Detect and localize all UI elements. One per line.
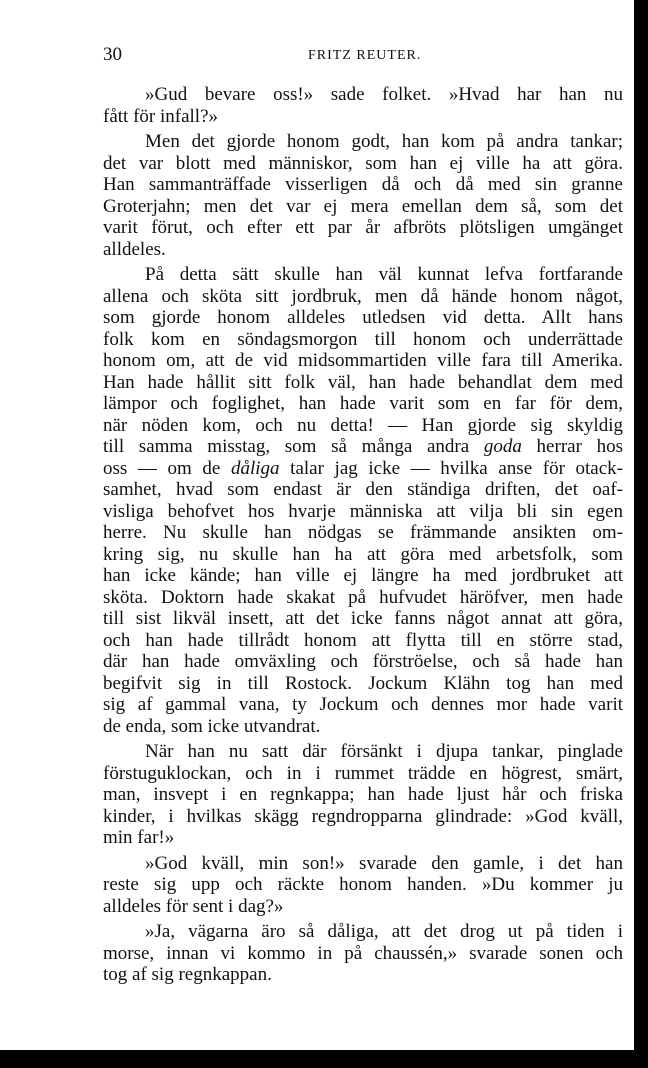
text-line: När han nu satt där försänkt i djupa tankar, pinglade (145, 741, 623, 762)
text-line: när nöden kom, och nu detta! — Han gjorde sig skyldig (103, 414, 623, 436)
body-text (103, 84, 623, 990)
text-line: morse, innan vi kommo in på chaussén,» svarade sonen och (103, 942, 623, 964)
text-line: han icke kände; han ville ej längre ha med jordbruket att (103, 565, 623, 586)
text-line: fått för infall?» (103, 105, 219, 127)
text-line: samhet, hvad som endast är den ständiga driften, det oaf- (103, 479, 623, 500)
italic-word: dåliga (230, 457, 280, 479)
text-line: sköta. Doktorn hade skakat på hufvudet häröfver, men hade (103, 586, 623, 608)
text-line: kinder, i hvilkas skägg regndropparna glindrade: »God kväll, (103, 805, 623, 827)
text-line: kring sig, nu skulle han ha att göra med arbetsfolk, som (103, 543, 623, 565)
text-line: begifvit sig in till Rostock. Jockum Klähn tog han med (103, 672, 623, 694)
text-line: sig af gammal vana, ty Jockum och dennes mor hade varit (103, 694, 623, 715)
text-line: där han hade omväxling och förströelse, och så hade han (103, 651, 623, 672)
line-segment: till samma misstag, som så många andra (103, 436, 484, 457)
text-line: herre. Nu skulle han nödgas se främmande ansikten om- (103, 522, 623, 543)
paragraph-5 (103, 853, 623, 918)
line-segment: oss — om de (103, 457, 231, 479)
text-line: allena och sköta sitt jordbruk, men då hände honom något, (103, 285, 623, 307)
text-line: och han hade tillrådt honom att flytta till en större stad, (103, 629, 623, 651)
paragraph-1 (103, 84, 623, 127)
text-line: alldeles för sent i dag?» (103, 895, 284, 917)
text-line: Han hade hållit sitt folk väl, han hade behandlat dem med (103, 371, 623, 393)
text-line: min far!» (103, 827, 175, 848)
text-line: alldeles. (103, 238, 166, 260)
text-line: de enda, som icke utvandrat. (103, 715, 321, 737)
text-line: Men det gjorde honom godt, han kom på andra tankar; (145, 131, 623, 152)
paragraph-2 (103, 131, 623, 260)
page-header (103, 40, 623, 70)
text-line: varit förut, och efter ett par år afbröts plötsligen umgänget (103, 217, 623, 238)
line-segment: talar jag icke — hvilka anse för otack- (279, 457, 623, 479)
text-line: till sist likväl insett, att det icke fanns något annat att göra, (103, 608, 623, 629)
line-segment: herrar hos (521, 436, 623, 457)
text-line: förstuguklockan, och in i rummet trädde en högrest, smärt, (103, 762, 623, 784)
text-line (103, 458, 623, 480)
scan-border-bottom (0, 1050, 648, 1068)
text-line: folk kom en söndagsmorgon till honom och underrättade (103, 328, 623, 350)
text-line: Han sammanträffade visserligen då och då med sin granne (103, 174, 623, 195)
scan-border-right (634, 0, 648, 1068)
paragraph-4 (103, 741, 623, 849)
text-line: »Gud bevare oss!» sade folket. »Hvad har han nu (145, 84, 623, 105)
text-line: som gjorde honom alldeles utledsen vid detta. Allt hans (103, 307, 623, 328)
text-line: visliga behofvet hos hvarje människa att vilja bli sin egen (103, 500, 623, 522)
text-line: det var blott med människor, som han ej ville ha att göra. (103, 152, 623, 174)
page-number: 30 (103, 44, 122, 65)
text-line: honom om, att de vid midsommartiden ville fara till Amerika. (103, 350, 623, 371)
paragraph-6 (103, 921, 623, 986)
text-line: tog af sig regnkappan. (103, 964, 272, 985)
italic-word: goda (483, 436, 522, 457)
text-line (103, 436, 623, 458)
text-line: Groterjahn; men det var ej mera emellan dem så, som det (103, 195, 623, 217)
text-line: man, insvept i en regnkappa; han hade ljust hår och friska (103, 784, 623, 805)
paragraph-3 (103, 264, 623, 737)
text-line: reste sig upp och räckte honom handen. »Du kommer ju (103, 874, 623, 895)
text-line: »Ja, vägarna äro så dåliga, att det drog ut på tiden i (145, 921, 623, 942)
text-line: lämpor och foglighet, han hade varit som en far för dem, (103, 393, 623, 414)
text-line: »God kväll, min son!» svarade den gamle, i det han (145, 852, 623, 874)
running-head: FRITZ REUTER. (308, 48, 422, 63)
text-line: På detta sätt skulle han väl kunnat lefva fortfarande (145, 264, 623, 285)
